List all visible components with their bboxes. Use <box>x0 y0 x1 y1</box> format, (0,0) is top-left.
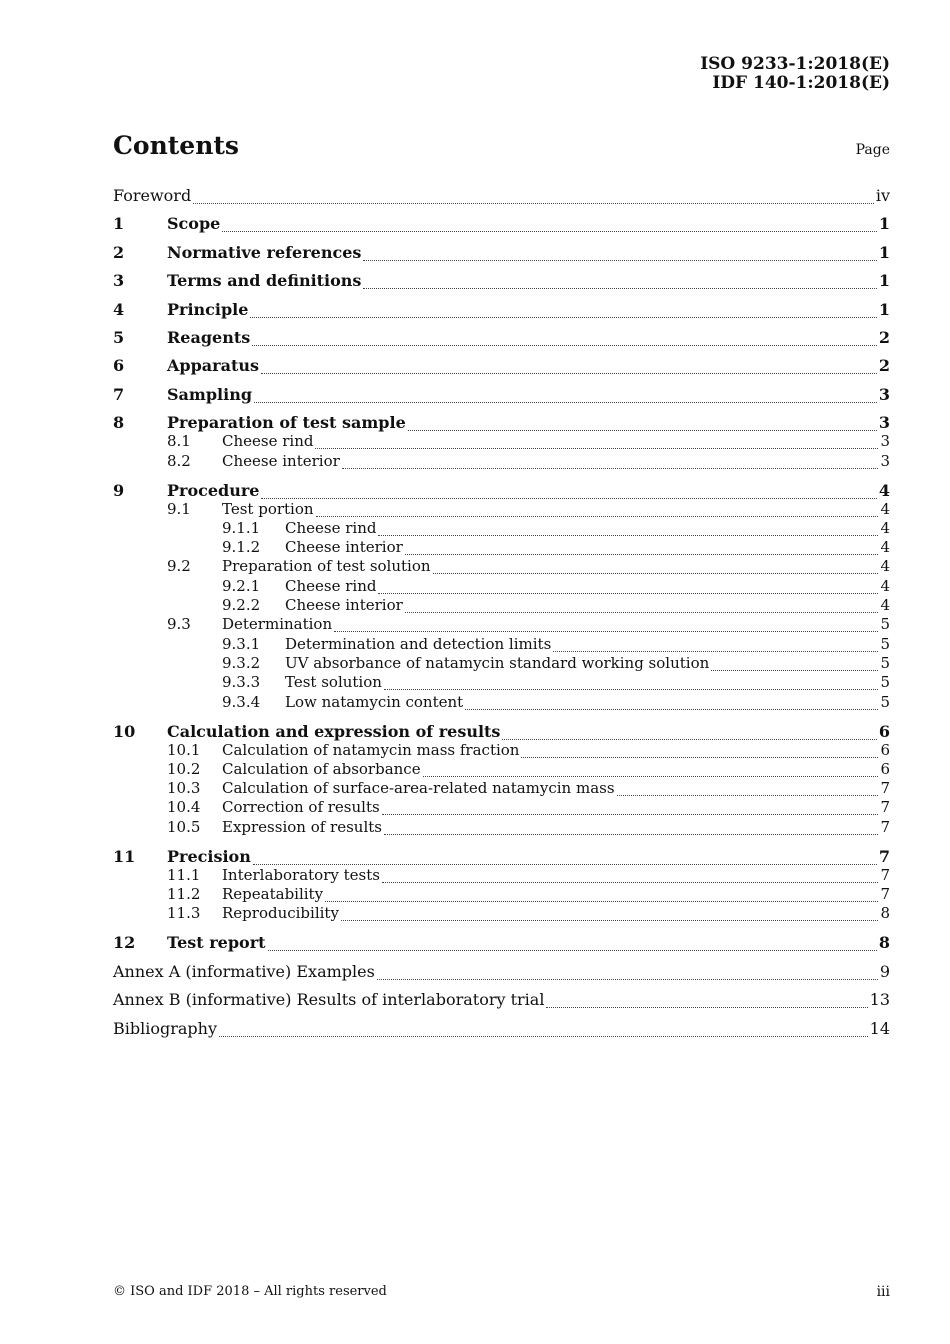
toc-entry-title: Reagents <box>167 328 251 347</box>
toc-leader-dots <box>423 776 879 777</box>
toc-leader-dots <box>711 670 878 671</box>
toc-entry-page: 7 <box>880 779 890 798</box>
toc-entry-title: Interlaboratory tests <box>222 865 380 884</box>
toc-entry-title: Sampling <box>167 384 253 404</box>
toc-annex-subtitle: Results of interlaboratory trial <box>296 990 545 1010</box>
toc-entry[interactable] <box>113 356 890 376</box>
toc-entry-page: 4 <box>880 596 890 614</box>
toc-entry-title: Cheese interior <box>222 451 340 470</box>
toc-entry[interactable] <box>113 271 890 291</box>
toc-entry-page: 6 <box>880 740 890 759</box>
toc-entry[interactable] <box>113 519 890 539</box>
toc-entry-number: 10.5 <box>167 817 201 836</box>
toc-entry[interactable] <box>113 904 890 924</box>
toc-entry-title: Test portion <box>222 499 314 518</box>
toc-entry[interactable] <box>113 818 890 838</box>
toc-entry-number: 10 <box>113 721 136 741</box>
toc-entry-title: Reproducibility <box>222 904 339 923</box>
toc-entry-number: 9.1.2 <box>222 538 261 557</box>
toc-leader-dots <box>261 373 877 374</box>
toc-entry[interactable] <box>113 990 890 1010</box>
toc-leader-dots <box>408 430 877 431</box>
toc-entry-number: 11.3 <box>167 904 201 923</box>
page-column-label: Page <box>855 142 890 158</box>
toc-entry-number: 10.1 <box>167 740 201 759</box>
toc-leader-dots <box>378 593 878 594</box>
toc-entry[interactable] <box>113 798 890 818</box>
toc-entry-page: 4 <box>880 518 890 537</box>
toc-entry-number: 2 <box>113 242 125 262</box>
toc-entry-page: 4 <box>880 557 890 576</box>
toc-entry[interactable] <box>113 557 890 577</box>
toc-entry[interactable] <box>113 615 890 635</box>
toc-entry-page: 14 <box>869 1018 890 1038</box>
toc-entry-number: 9.3 <box>167 615 191 634</box>
toc-entry-number: 8 <box>113 413 125 433</box>
toc-entry[interactable] <box>113 452 890 472</box>
toc-entry[interactable] <box>113 214 890 234</box>
toc-entry[interactable] <box>113 693 890 713</box>
toc-entry-page: 1 <box>878 271 890 291</box>
toc-leader-dots <box>193 203 874 204</box>
toc-entry-page: 4 <box>880 538 890 557</box>
toc-entry-number: 10.2 <box>167 759 201 778</box>
toc-entry[interactable] <box>113 328 890 348</box>
toc-entry-title: Principle <box>167 299 249 319</box>
toc-entry-page: 7 <box>880 865 890 884</box>
toc-leader-dots <box>363 260 876 261</box>
toc-entry[interactable] <box>113 538 890 558</box>
toc-entry-page: 7 <box>878 846 890 866</box>
toc-leader-dots <box>502 739 876 740</box>
toc-leader-dots <box>405 612 879 613</box>
toc-entry[interactable] <box>113 866 890 886</box>
toc-annex-subtitle: Examples <box>296 961 375 981</box>
toc-entry-number: 10.3 <box>167 779 201 798</box>
toc-entry[interactable] <box>113 933 890 953</box>
toc-entry-page: 5 <box>880 673 890 692</box>
toc-entry-page: 13 <box>869 990 890 1010</box>
toc-entry-title: Calculation and expression of results <box>167 721 501 741</box>
toc-entry-number: 5 <box>113 328 125 347</box>
toc-entry-page: 5 <box>880 692 890 711</box>
toc-entry-title: Bibliography <box>113 1018 217 1038</box>
toc-entry-number: 11 <box>113 846 136 866</box>
toc-entry-title: Procedure <box>167 480 260 500</box>
toc-entry[interactable] <box>113 779 890 799</box>
toc-entry-number: 9.3.4 <box>222 692 261 711</box>
toc-entry-page: 6 <box>880 759 890 778</box>
toc-leader-dots <box>433 573 879 574</box>
toc-leader-dots <box>553 651 878 652</box>
toc-entry[interactable] <box>113 186 890 206</box>
copyright-notice: © ISO and IDF 2018 – All rights reserved <box>113 1284 387 1299</box>
toc-entry-title <box>113 990 544 1009</box>
toc-entry-title: Cheese interior <box>285 538 403 557</box>
toc-entry-number: 8.1 <box>167 432 191 451</box>
toc-entry-number: 7 <box>113 384 125 404</box>
standard-iso-number: ISO 9233-1:2018(E) <box>700 54 890 74</box>
toc-entry-title: UV absorbance of natamycin standard working solution <box>285 653 710 672</box>
toc-entry[interactable] <box>113 673 890 693</box>
toc-entry-title: Correction of results <box>222 798 380 817</box>
toc-entry-page: 5 <box>880 634 890 653</box>
toc-leader-dots <box>382 814 879 815</box>
page-number: iii <box>876 1284 890 1300</box>
toc-entry-page: 7 <box>880 885 890 903</box>
toc-entry-number: 10.4 <box>167 798 201 817</box>
toc-entry-title: Scope <box>167 214 221 234</box>
toc-entry-title <box>113 962 375 981</box>
toc-entry-number: 11.1 <box>167 865 201 884</box>
toc-entry[interactable] <box>113 432 890 452</box>
toc-entry-page: 6 <box>878 721 890 741</box>
toc-entry-page: 4 <box>880 499 890 518</box>
toc-leader-dots <box>252 345 877 346</box>
toc-entry[interactable] <box>113 243 890 263</box>
toc-entry-page: 4 <box>880 576 890 595</box>
toc-entry-number: 1 <box>113 214 125 234</box>
toc-leader-dots <box>316 516 879 517</box>
toc-entry-number: 11.2 <box>167 885 201 903</box>
toc-leader-dots <box>382 882 879 883</box>
toc-entry-number: 6 <box>113 356 125 376</box>
toc-entry[interactable] <box>113 596 890 616</box>
toc-entry-title: Determination <box>222 615 333 634</box>
toc-entry-number: 4 <box>113 299 125 319</box>
toc-entry-title: Calculation of surface-area-related natamycin mass <box>222 779 615 798</box>
standard-identifier <box>700 55 890 93</box>
toc-entry-title: Normative references <box>167 242 362 262</box>
toc-entry-title: Preparation of test sample <box>167 413 406 433</box>
toc-leader-dots <box>219 1036 868 1037</box>
toc-annex-label: Annex B <box>113 990 181 1010</box>
toc-entry[interactable] <box>113 847 890 867</box>
toc-entry-page: 3 <box>880 451 890 470</box>
toc-entry-page: 8 <box>878 933 890 953</box>
toc-entry-title: Repeatability <box>222 885 324 903</box>
toc-leader-dots <box>617 795 879 796</box>
toc-leader-dots <box>254 402 877 403</box>
page-title: Contents <box>113 131 240 160</box>
toc-leader-dots <box>334 631 878 632</box>
toc-entry-title: Calculation of natamycin mass fraction <box>222 740 520 759</box>
toc-entry-title: Foreword <box>113 186 192 205</box>
toc-entry-page: 9 <box>879 961 890 981</box>
toc-entry-number: 9.3.2 <box>222 653 261 672</box>
toc-entry-number: 9.3.3 <box>222 673 261 692</box>
toc-leader-dots <box>377 979 878 980</box>
toc-entry-number: 9.1.1 <box>222 518 261 537</box>
toc-entry-number: 9.2 <box>167 557 191 576</box>
toc-entry-page: 7 <box>880 817 890 836</box>
toc-leader-dots <box>405 554 879 555</box>
toc-leader-dots <box>250 317 876 318</box>
toc-leader-dots <box>384 834 878 835</box>
toc-entry-page: 5 <box>880 653 890 672</box>
toc-entry-title: Expression of results <box>222 817 382 836</box>
toc-entry-page: 4 <box>878 480 890 500</box>
toc-entry-title: Cheese interior <box>285 596 403 614</box>
toc-entry[interactable] <box>113 1019 890 1039</box>
toc-leader-dots <box>261 498 876 499</box>
toc-entry-number: 9.2.1 <box>222 576 261 595</box>
toc-entry-page: 7 <box>880 798 890 817</box>
toc-entry-page: 3 <box>878 384 890 404</box>
toc-leader-dots <box>325 901 878 902</box>
toc-annex-annotation: (informative) <box>185 961 292 981</box>
toc-entry[interactable] <box>113 635 890 655</box>
toc-entry[interactable] <box>113 654 890 674</box>
toc-entry-title: Calculation of absorbance <box>222 759 421 778</box>
toc-entry-number: 9 <box>113 480 125 500</box>
toc-entry-title: Apparatus <box>167 356 259 376</box>
toc-entry[interactable] <box>113 500 890 520</box>
toc-entry-title: Determination and detection limits <box>285 634 552 653</box>
toc-entry-number: 9.3.1 <box>222 634 261 653</box>
toc-entry[interactable] <box>113 962 890 982</box>
toc-entry-page: 8 <box>880 904 890 923</box>
toc-entry-title: Cheese rind <box>285 518 377 537</box>
toc-entry-page: 1 <box>878 299 890 319</box>
toc-entry-title: Preparation of test solution <box>222 557 431 576</box>
toc-entry-page: 3 <box>880 432 890 451</box>
toc-entry-page: 2 <box>878 328 890 347</box>
toc-annex-annotation: (informative) <box>185 990 292 1010</box>
toc-entry[interactable] <box>113 741 890 761</box>
toc-leader-dots <box>253 864 877 865</box>
toc-entry[interactable] <box>113 300 890 320</box>
toc-entry-title: Cheese rind <box>285 576 377 595</box>
toc-entry-number: 3 <box>113 271 125 291</box>
toc-entry[interactable] <box>113 481 890 501</box>
toc-entry-number: 8.2 <box>167 451 191 470</box>
toc-annex-label: Annex A <box>113 961 181 981</box>
toc-entry[interactable] <box>113 760 890 780</box>
toc-entry-title: Low natamycin content <box>285 692 464 711</box>
toc-entry-page: 2 <box>878 356 890 376</box>
toc-entry-page: 5 <box>880 615 890 634</box>
toc-entry[interactable] <box>113 413 890 433</box>
toc-entry-number: 12 <box>113 933 136 953</box>
toc-leader-dots <box>315 448 878 449</box>
toc-leader-dots <box>378 535 878 536</box>
toc-entry[interactable] <box>113 577 890 597</box>
toc-entry-title: Cheese rind <box>222 432 314 451</box>
toc-leader-dots <box>268 950 877 951</box>
toc-entry-page: 1 <box>878 242 890 262</box>
page-footer <box>113 1284 890 1300</box>
toc-entry[interactable] <box>113 385 890 405</box>
toc-entry-page: iv <box>875 186 890 205</box>
toc-entry-number: 9.1 <box>167 499 191 518</box>
toc-leader-dots <box>342 468 879 469</box>
standard-idf-number: IDF 140-1:2018(E) <box>712 73 890 93</box>
toc-entry-number: 9.2.2 <box>222 596 261 614</box>
toc-leader-dots <box>363 288 876 289</box>
toc-entry-title: Test solution <box>285 673 382 692</box>
toc-leader-dots <box>521 757 878 758</box>
toc-entry-page: 3 <box>878 413 890 433</box>
toc-entry[interactable] <box>113 722 890 742</box>
toc-leader-dots <box>222 231 877 232</box>
toc-entry-title: Test report <box>167 933 266 953</box>
toc-leader-dots <box>546 1007 867 1008</box>
toc-entry-page: 1 <box>878 214 890 234</box>
toc-entry-title: Terms and definitions <box>167 271 362 291</box>
toc-leader-dots <box>384 689 879 690</box>
toc-leader-dots <box>465 709 878 710</box>
toc-leader-dots <box>341 920 879 921</box>
toc-entry-title: Precision <box>167 846 251 866</box>
toc-entry[interactable] <box>113 885 890 905</box>
